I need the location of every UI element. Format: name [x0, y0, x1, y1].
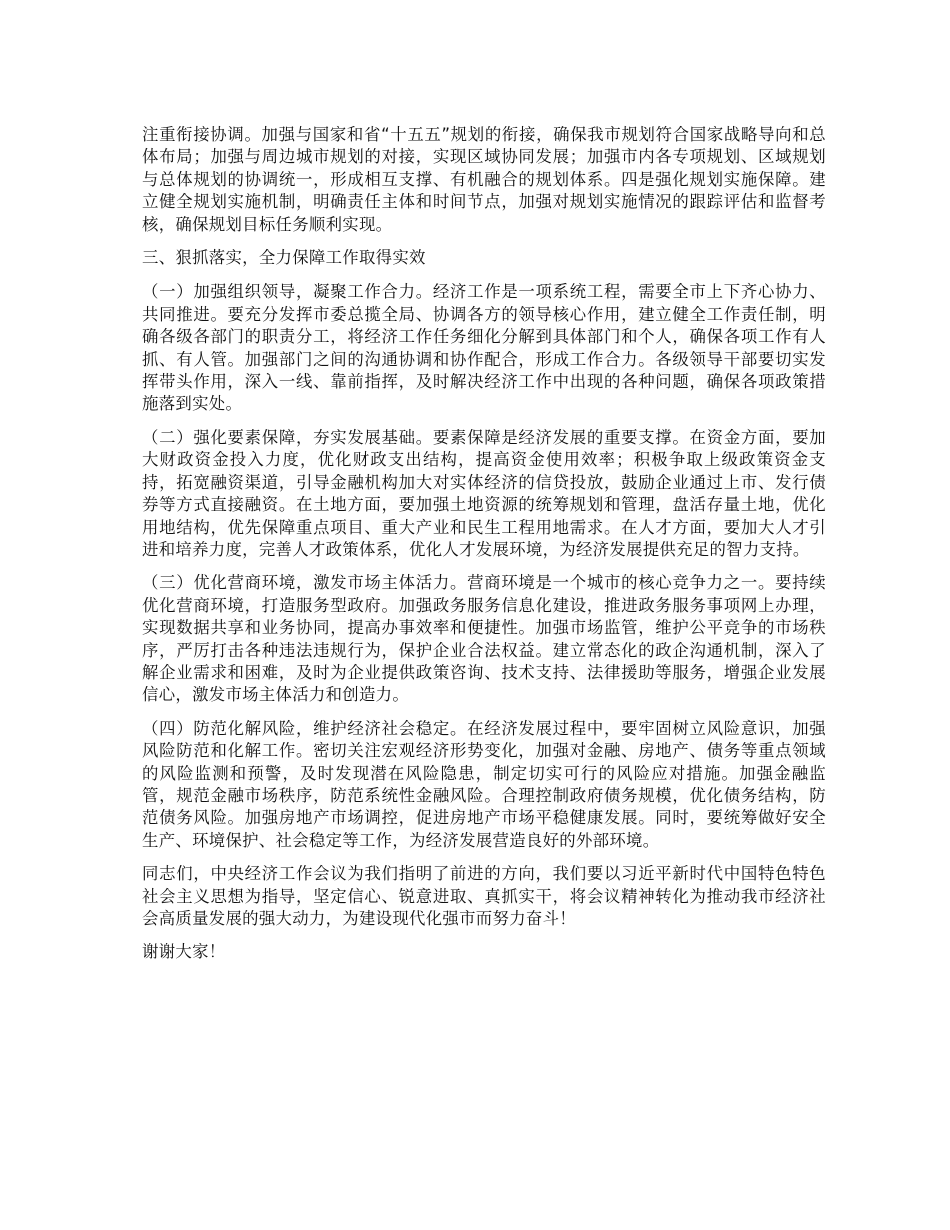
section-heading-implementation: 三、狠抓落实，全力保障工作取得实效 — [142, 248, 426, 268]
document-page — [142, 124, 826, 975]
paragraph-thanks: 谢谢大家！ — [142, 942, 226, 962]
paragraph-factor-guarantee: （二）强化要素保障，夯实发展基础。要素保障是经济发展的重要支撑。在资金方面，要加大财政资金投入力度，优化财政支出结构，提高资金使用效率；积极争取上级政策资金支持，拓宽融资渠道，引导金融机构加大对实体经济的信贷投放，鼓励企业通过上市、发行债券等方式直接融资。在土地方面，要加强土地资源的统筹规划和管理，盘活存量土地，优化用地结构，优先保障重点项目、重大产业和民生工程用地需求。在人才方面，要加大人才引进和培养力度，完善人才政策体系，优化人才发展环境，为经济发展提供充足的智力支持。 — [142, 427, 826, 559]
paragraph-planning-coordination: 注重衔接协调。加强与国家和省“十五五”规划的衔接，确保我市规划符合国家战略导向和总体布局；加强与周边城市规划的对接，实现区域协同发展；加强市内各专项规划、区域规划与总体规划的协调统一，形成相互支撑、有机融合的规划体系。四是强化规划实施保障。建立健全规划实施机制，明确责任主体和时间节点，加强对规划实施情况的跟踪评估和监督考核，确保规划目标任务顺利实现。 — [142, 125, 826, 234]
paragraph-closing-remarks: 同志们，中央经济工作会议为我们指明了前进的方向，我们要以习近平新时代中国特色特色社会主义思想为指导，坚定信心、锐意进取、真抓实干，将会议精神转化为推动我市经济社会高质量发展的强大动力，为建设现代化强市而努力奋斗！ — [142, 864, 826, 928]
paragraph-business-environment: （三）优化营商环境，激发市场主体活力。营商环境是一个城市的核心竞争力之一。要持续优化营商环境，打造服务型政府。加强政务服务信息化建设，推进政务服务事项网上办理，实现数据共享和业务协同，提高办事效率和便捷性。加强市场监管，维护公平竞争的市场秩序，严厉打击各种违法违规行为，保护企业合法权益。建立常态化的政企沟通机制，深入了解企业需求和困难，及时为企业提供政策咨询、技术支持、法律援助等服务，增强企业发展信心，激发市场主体活力和创造力。 — [142, 573, 826, 705]
paragraph-risk-prevention: （四）防范化解风险，维护经济社会稳定。在经济发展过程中，要牢固树立风险意识，加强风险防范和化解工作。密切关注宏观经济形势变化，加强对金融、房地产、债务等重点领域的风险监测和预警，及时发现潜在风险隐患，制定切实可行的风险应对措施。加强金融监管，规范金融市场秩序，防范系统性金融风险。合理控制政府债务规模，优化债务结构，防范债务风险。加强房地产市场调控，促进房地产市场平稳健康发展。同时，要统筹做好安全生产、环境保护、社会稳定等工作，为经济发展营造良好的外部环境。 — [142, 718, 826, 850]
paragraph-organizational-leadership: （一）加强组织领导，凝聚工作合力。经济工作是一项系统工程，需要全市上下齐心协力、共同推进。要充分发挥市委总揽全局、协调各方的领导核心作用，建立健全工作责任制，明确各级各部门的职责分工，将经济工作任务细化分解到具体部门和个人，确保各项工作有人抓、有人管。加强部门之间的沟通协调和协作配合，形成工作合力。各级领导干部要切实发挥带头作用，深入一线、靠前指挥，及时解决经济工作中出现的各种问题，确保各项政策措施落到实处。 — [142, 282, 826, 414]
